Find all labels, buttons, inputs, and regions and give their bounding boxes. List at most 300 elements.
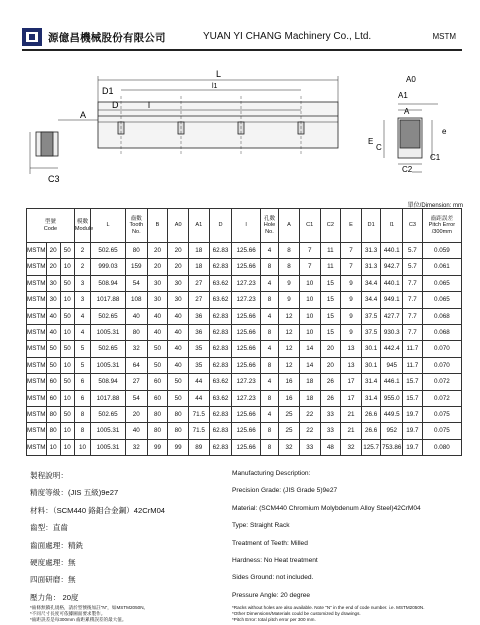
desc-zh-line: 齒面處理：精銑 [30,540,84,550]
series-code: MSTM [432,32,456,41]
company-name-zh: 源億昌機械股份有限公司 [48,32,166,44]
table-cell: 19.7 [403,423,423,439]
desc-zh-line: 四面研磨：無 [30,575,76,585]
table-cell: 0.075 [422,423,461,439]
description-en [232,470,421,609]
dim-label-L: L [216,69,222,79]
rack-front-view [98,76,338,156]
col-header-pitch-error: 齒距誤差 Pitch Error /300mm [422,209,461,243]
table-cell: 8 [74,406,90,422]
table-cell: 40 [147,324,168,340]
desc-en-line: Manufacturing Description: [232,470,311,477]
table-cell: 30 [46,292,60,308]
table-cell: 15.7 [403,390,423,406]
table-cell: 8 [260,423,278,439]
table-cell: 20 [125,406,147,422]
table-cell: 10 [60,324,74,340]
dim-label-C2: C2 [402,165,413,174]
table-cell: 4 [260,308,278,324]
table-cell: 5 [74,357,90,373]
table-cell: 62.83 [209,439,232,455]
table-cell: 7 [299,243,320,259]
table-cell: 64 [125,357,147,373]
table-cell: 31.4 [361,390,381,406]
table-cell: 80 [168,406,189,422]
table-cell: 125.7 [361,439,381,455]
table-cell: 9 [341,308,362,324]
dim-label-D1: D1 [102,86,114,96]
table-cell: 127.23 [232,292,260,308]
table-cell: 15 [320,275,341,291]
col-header-C1: C1 [299,209,320,243]
table-cell: 35 [188,357,209,373]
table-cell: 427.7 [381,308,403,324]
table-cell: 15.7 [403,374,423,390]
table-cell: 50 [60,275,74,291]
col-header-module: 模數 Module [74,209,90,243]
table-cell: 10 [299,324,320,340]
table-cell: 50 [168,390,189,406]
table-cell: 50 [60,406,74,422]
table-cell: MSTM [27,292,47,308]
dim-label-A1: A1 [398,91,408,100]
table-cell: 10 [60,357,74,373]
table-cell: 20 [46,259,60,275]
table-cell: 13 [341,357,362,373]
table-cell: 502.65 [91,308,126,324]
col-header-l: l [232,209,260,243]
table-cell: 10 [299,308,320,324]
dim-label-D: D [112,100,119,110]
table-cell: 60 [147,374,168,390]
desc-en-line: Type: Straight Rack [232,522,290,530]
table-cell: 40 [168,308,189,324]
table-cell: 127.23 [232,275,260,291]
table-cell: MSTM [27,259,47,275]
table-cell: 9 [279,275,300,291]
table-cell: 71.5 [188,423,209,439]
company-logo-icon [22,28,42,46]
table-cell: 20 [168,259,189,275]
table-cell: 50 [46,341,60,357]
desc-zh-line: 材料：（SCM440 鉻鉬合金鋼）42CrM04 [30,505,166,515]
table-cell: 17 [341,374,362,390]
table-cell: 12 [279,324,300,340]
table-cell: 8 [260,357,278,373]
table-cell: 5.7 [403,243,423,259]
table-cell: 7 [341,259,362,275]
table-cell: 9 [279,292,300,308]
col-header-C3: C3 [403,209,423,243]
table-cell: 99 [147,439,168,455]
table-cell: MSTM [27,243,47,259]
table-cell: 108 [125,292,147,308]
dim-label-e: e [442,127,447,136]
table-cell: 63.62 [209,390,232,406]
table-cell: MSTM [27,357,47,373]
table-cell: 0.068 [422,324,461,340]
table-cell: 44 [188,390,209,406]
table-cell: 446.1 [381,374,403,390]
table-cell: 125.66 [232,243,260,259]
table-cell: 0.072 [422,374,461,390]
table-cell: 502.65 [91,341,126,357]
col-header-D: D [209,209,232,243]
table-cell: 80 [46,423,60,439]
table-cell: 33 [320,406,341,422]
table-cell: 0.061 [422,259,461,275]
table-cell: 10 [46,439,60,455]
table-cell: 0.065 [422,275,461,291]
rack-side-view-left [30,120,98,174]
desc-zh-line: 齒型：直齒 [30,523,68,533]
table-cell: 32 [279,439,300,455]
table-row [27,243,462,259]
table-cell: 40 [168,357,189,373]
table-cell: 4 [74,308,90,324]
table-cell: 10 [299,292,320,308]
table-cell: 125.66 [232,341,260,357]
table-cell: 10 [60,439,74,455]
table-cell: 2 [74,243,90,259]
table-cell: 12 [279,357,300,373]
table-cell: 7 [341,243,362,259]
dim-label-l: l [148,100,150,110]
desc-zh-line: 精度等級：(JIS 五級)9e27 [30,488,119,498]
table-cell: 13 [341,341,362,357]
table-cell: 40 [46,324,60,340]
footnotes-en [232,605,424,623]
table-cell: 40 [125,308,147,324]
table-cell: 0.075 [422,406,461,422]
table-cell: 8 [260,292,278,308]
table-cell: 22 [299,423,320,439]
table-cell: 10 [299,275,320,291]
table-cell: MSTM [27,374,47,390]
table-cell: 15 [320,324,341,340]
table-cell: 3 [74,275,90,291]
desc-en-line: Hardness: No Heat treatment [232,556,318,564]
dim-label-A0: A0 [406,75,416,84]
table-cell: 35 [188,341,209,357]
table-cell: 30.1 [361,341,381,357]
table-cell: 27 [188,292,209,308]
table-cell: 37.5 [361,308,381,324]
dim-label-A-right: A [404,107,410,116]
table-cell: MSTM [27,423,47,439]
table-cell: 25 [279,423,300,439]
table-cell: 30 [46,275,60,291]
table-row [27,259,462,275]
table-cell: 18 [188,243,209,259]
col-header-code: 型號 Code [27,209,75,243]
table-cell: 80 [147,406,168,422]
table-cell: 80 [125,324,147,340]
table-cell: 80 [147,423,168,439]
unit-note: 單位/Dimension: mm [407,203,463,209]
table-row [27,423,462,439]
table-cell: 508.94 [91,374,126,390]
col-header-hole-no: 孔數 Hole No. [260,209,278,243]
table-cell: 32 [125,439,147,455]
dim-label-C: C [376,143,382,152]
table-cell: 50 [60,243,74,259]
table-cell: 25 [279,406,300,422]
table-cell: 0.080 [422,439,461,455]
table-cell: 14 [299,341,320,357]
table-cell: 50 [147,357,168,373]
table-cell: 10 [60,292,74,308]
table-cell: 21 [341,423,362,439]
table-cell: 27 [125,374,147,390]
table-cell: 34.4 [361,292,381,308]
table-cell: 37.5 [361,324,381,340]
table-cell: 63.62 [209,374,232,390]
desc-en-line: Sides Ground: not included. [232,574,314,582]
table-cell: 4 [74,324,90,340]
table-row [27,324,462,340]
table-cell: 63.62 [209,292,232,308]
table-cell: 71.5 [188,406,209,422]
table-cell: 0.065 [422,292,461,308]
table-cell: 14 [299,357,320,373]
table-cell: 19.7 [403,439,423,455]
table-cell: 10 [74,439,90,455]
table-cell: 62.83 [209,357,232,373]
table-cell: 40 [125,423,147,439]
table-cell: 9 [341,324,362,340]
table-cell: 7.7 [403,292,423,308]
table-cell: 50 [60,374,74,390]
table-cell: 125.66 [232,423,260,439]
table-cell: 33 [299,439,320,455]
table-cell: 0.070 [422,341,461,357]
table-cell: 62.83 [209,406,232,422]
table-cell: 30.1 [361,357,381,373]
table-row [27,308,462,324]
table-cell: 930.3 [381,324,403,340]
table-cell: 11.7 [403,357,423,373]
table-cell: 62.83 [209,341,232,357]
table-cell: 12 [279,308,300,324]
table-cell: 4 [260,341,278,357]
table-cell: 949.1 [381,292,403,308]
spec-table [26,208,462,456]
table-cell: 50 [60,308,74,324]
table-row [27,374,462,390]
table-cell: 5 [74,341,90,357]
table-cell: 8 [260,390,278,406]
footnote-zh: *不同尺寸長度可依據圖面要求製作。 [30,611,106,616]
table-cell: 16 [279,374,300,390]
table-cell: 159 [125,259,147,275]
table-cell: 127.23 [232,374,260,390]
desc-en-line: Precision Grade: (JIS Grade 5)9e27 [232,487,338,495]
table-row [27,406,462,422]
table-row [27,341,462,357]
table-cell: 50 [168,374,189,390]
table-cell: 999.03 [91,259,126,275]
footnote-en: *Pitch Error: total pitch error per 300 mm. [232,617,316,622]
table-cell: 26 [320,374,341,390]
table-cell: 20 [320,341,341,357]
table-cell: 1005.31 [91,357,126,373]
table-cell: MSTM [27,390,47,406]
table-cell: 27 [188,275,209,291]
table-cell: 1005.31 [91,439,126,455]
table-cell: 31.3 [361,243,381,259]
desc-zh-line: 硬度處理：無 [30,557,76,567]
footnote-zh: *齒距誤差是每300mm 齒距累積誤差的最大值。 [30,617,127,622]
table-row [27,390,462,406]
table-cell: 54 [125,275,147,291]
table-cell: 4 [260,243,278,259]
table-cell: 62.83 [209,324,232,340]
table-cell: MSTM [27,275,47,291]
table-cell: 50 [60,341,74,357]
table-cell: 16 [279,390,300,406]
table-cell: 125.66 [232,439,260,455]
table-cell: 440.1 [381,243,403,259]
table-cell: 12 [279,341,300,357]
table-cell: 753.86 [381,439,403,455]
table-cell: 125.66 [232,357,260,373]
dim-label-C1: C1 [430,153,441,162]
table-cell: 40 [147,308,168,324]
table-cell: 10 [60,423,74,439]
table-cell: 8 [260,439,278,455]
table-cell: 50 [46,357,60,373]
table-cell: 8 [279,259,300,275]
table-cell: 15 [320,292,341,308]
description-zh [30,470,165,609]
table-row [27,439,462,455]
table-cell: 0.059 [422,243,461,259]
table-cell: 8 [260,324,278,340]
table-cell: 80 [46,406,60,422]
dim-label-l1: l1 [212,83,218,90]
table-cell: 15 [320,308,341,324]
table-cell: 11 [320,243,341,259]
footnote-zh: *齒條無鎖孔規格，請於型號後加註"N"，如MSTM2050N。 [30,605,149,610]
table-cell: 18 [299,374,320,390]
table-cell: 20 [46,243,60,259]
dim-label-E: E [368,137,374,146]
table-cell: 440.1 [381,275,403,291]
spec-table-header [27,209,462,243]
table-cell: 7.7 [403,324,423,340]
table-cell: 31.4 [361,374,381,390]
table-cell: 40 [168,324,189,340]
table-cell: 60 [147,390,168,406]
table-cell: 30 [168,275,189,291]
table-row [27,275,462,291]
table-cell: 54 [125,390,147,406]
table-cell: 63.62 [209,275,232,291]
table-cell: 80 [125,243,147,259]
table-cell: 62.83 [209,243,232,259]
footnote-en: *Racks without holes are also available. Note "N" in the end of code number. i.e. MSTM2050N. [232,605,425,610]
table-cell: 4 [260,275,278,291]
table-cell: 20 [320,357,341,373]
table-cell: 30 [147,292,168,308]
table-cell: 508.94 [91,275,126,291]
table-cell: 31.3 [361,259,381,275]
footnotes-zh [30,605,148,623]
table-cell: 449.5 [381,406,403,422]
table-cell: 125.66 [232,406,260,422]
table-cell: 0.070 [422,357,461,373]
col-header-D1: D1 [361,209,381,243]
desc-en-line: Material: (SCM440 Chromium Molybdenum Alloy Steel)42CrM04 [232,504,421,512]
table-cell: 34.4 [361,275,381,291]
table-cell: 10 [60,390,74,406]
table-cell: 502.65 [91,406,126,422]
col-header-E: E [341,209,362,243]
table-cell: 26.6 [361,406,381,422]
table-cell: 11.7 [403,341,423,357]
table-cell: 125.66 [232,308,260,324]
table-cell: 44 [188,374,209,390]
table-cell: 19.7 [403,406,423,422]
footnote-en: *Other Dimensions/Materials could be customized by drawings. [232,611,361,616]
col-header-l1: l1 [381,209,403,243]
desc-en-line: Pressure Angle: 20 degree [232,591,311,599]
table-cell: 60 [46,390,60,406]
table-row [27,292,462,308]
desc-zh-line: 製程說明： [30,471,68,480]
table-cell: 26 [320,390,341,406]
table-cell: 1017.88 [91,292,126,308]
company-name-en: YUAN YI CHANG Machinery Co., Ltd. [203,31,372,42]
table-cell: 4 [260,406,278,422]
table-cell: 9 [341,275,362,291]
table-cell: 952 [381,423,403,439]
table-cell: 7.7 [403,308,423,324]
table-cell: 2 [74,259,90,275]
col-header-A1: A1 [188,209,209,243]
table-cell: 21 [341,406,362,422]
table-cell: 32 [125,341,147,357]
table-cell: 4 [260,374,278,390]
table-cell: 945 [381,357,403,373]
dim-label-A-left: A [80,110,87,120]
col-header-tooth-no: 齒數 Tooth No. [125,209,147,243]
table-cell: 125.66 [232,259,260,275]
table-cell: MSTM [27,439,47,455]
table-cell: MSTM [27,341,47,357]
table-cell: 32 [341,439,362,455]
table-cell: 20 [168,243,189,259]
desc-en-line: Treatment of Teeth: Milled [232,539,308,547]
table-cell: 48 [320,439,341,455]
table-cell: 3 [74,292,90,308]
table-cell: 62.83 [209,308,232,324]
table-cell: 22 [299,406,320,422]
table-cell: 10 [60,259,74,275]
table-cell: 30 [147,275,168,291]
col-header-A0: A0 [168,209,189,243]
table-cell: 125.66 [232,324,260,340]
table-cell: 36 [188,324,209,340]
table-cell: 9 [341,292,362,308]
table-cell: 7 [299,259,320,275]
table-cell: 33 [320,423,341,439]
table-cell: 502.65 [91,243,126,259]
table-cell: 127.23 [232,390,260,406]
table-cell: 20 [147,243,168,259]
rack-technical-drawing [22,64,462,194]
